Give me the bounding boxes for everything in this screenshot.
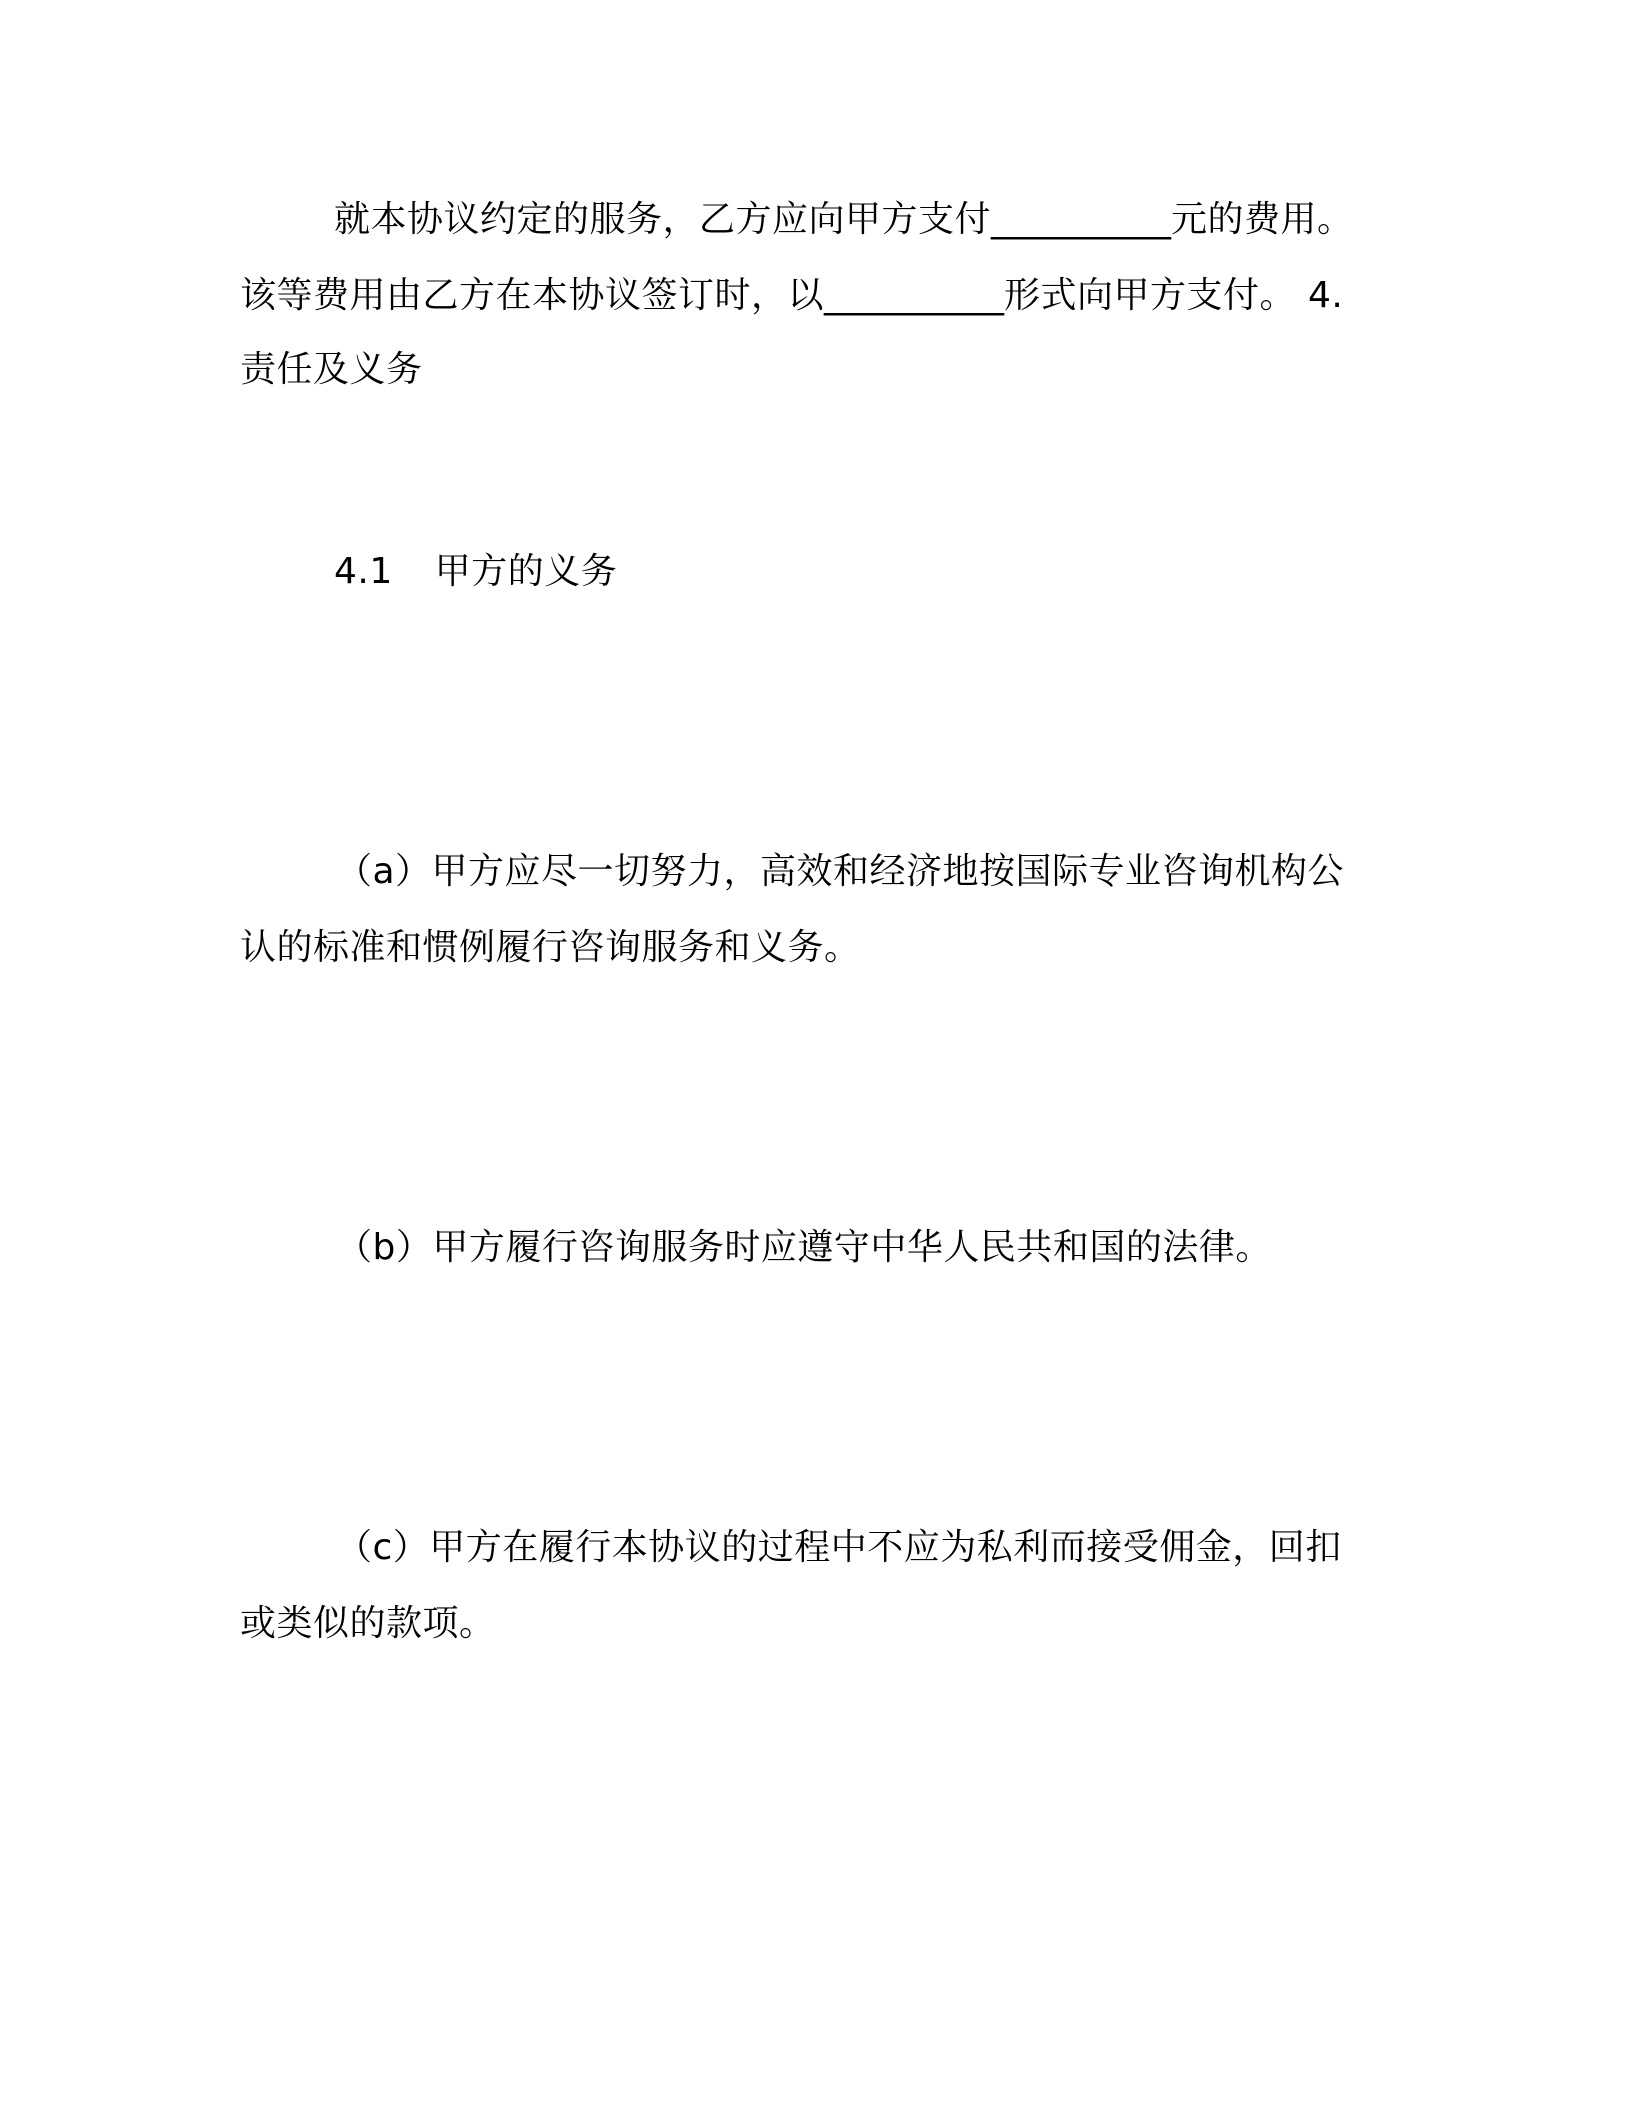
section-4-title: 责任及义务 <box>240 349 423 390</box>
clause-c-text-2: 或类似的款项。 <box>240 1603 496 1644</box>
payment-line-2 <box>240 272 1343 320</box>
clause-a-line-1 <box>336 848 1344 896</box>
clause-c-text-1: （c）甲方在履行本协议的过程中不应为私利而接受佣金，回扣 <box>336 1527 1342 1568</box>
payment-form-blank: __________ <box>824 275 1005 316</box>
payment-line-2-suffix: 形式向甲方支付。 4. <box>1004 275 1344 316</box>
fee-amount-blank: __________ <box>991 199 1172 240</box>
clause-c-line-1 <box>336 1524 1342 1572</box>
clause-b-text-1: （b）甲方履行咨询服务时应遵守中华人民共和国的法律。 <box>336 1227 1272 1268</box>
section-4-1-number: 4.1 <box>334 551 393 592</box>
clause-c-line-2 <box>240 1600 496 1648</box>
payment-line-2-text: 该等费用由乙方在本协议签订时，以 <box>240 275 825 316</box>
clause-a-text-1: （a）甲方应尽一切努力，高效和经济地按国际专业咨询机构公 <box>336 851 1345 892</box>
clause-b-line-1 <box>336 1224 1272 1272</box>
payment-line-1-suffix: 元的费用。 <box>1171 199 1354 240</box>
section-4-heading <box>240 346 423 394</box>
section-4-1-title: 甲方的义务 <box>434 551 618 592</box>
payment-line-1 <box>334 196 1354 244</box>
section-4-1-heading <box>334 548 617 596</box>
clause-a-text-2: 认的标准和惯例履行咨询服务和义务。 <box>240 927 861 968</box>
payment-line-1-text: 就本协议约定的服务，乙方应向甲方支付 <box>334 199 992 240</box>
clause-a-line-2 <box>240 924 861 972</box>
